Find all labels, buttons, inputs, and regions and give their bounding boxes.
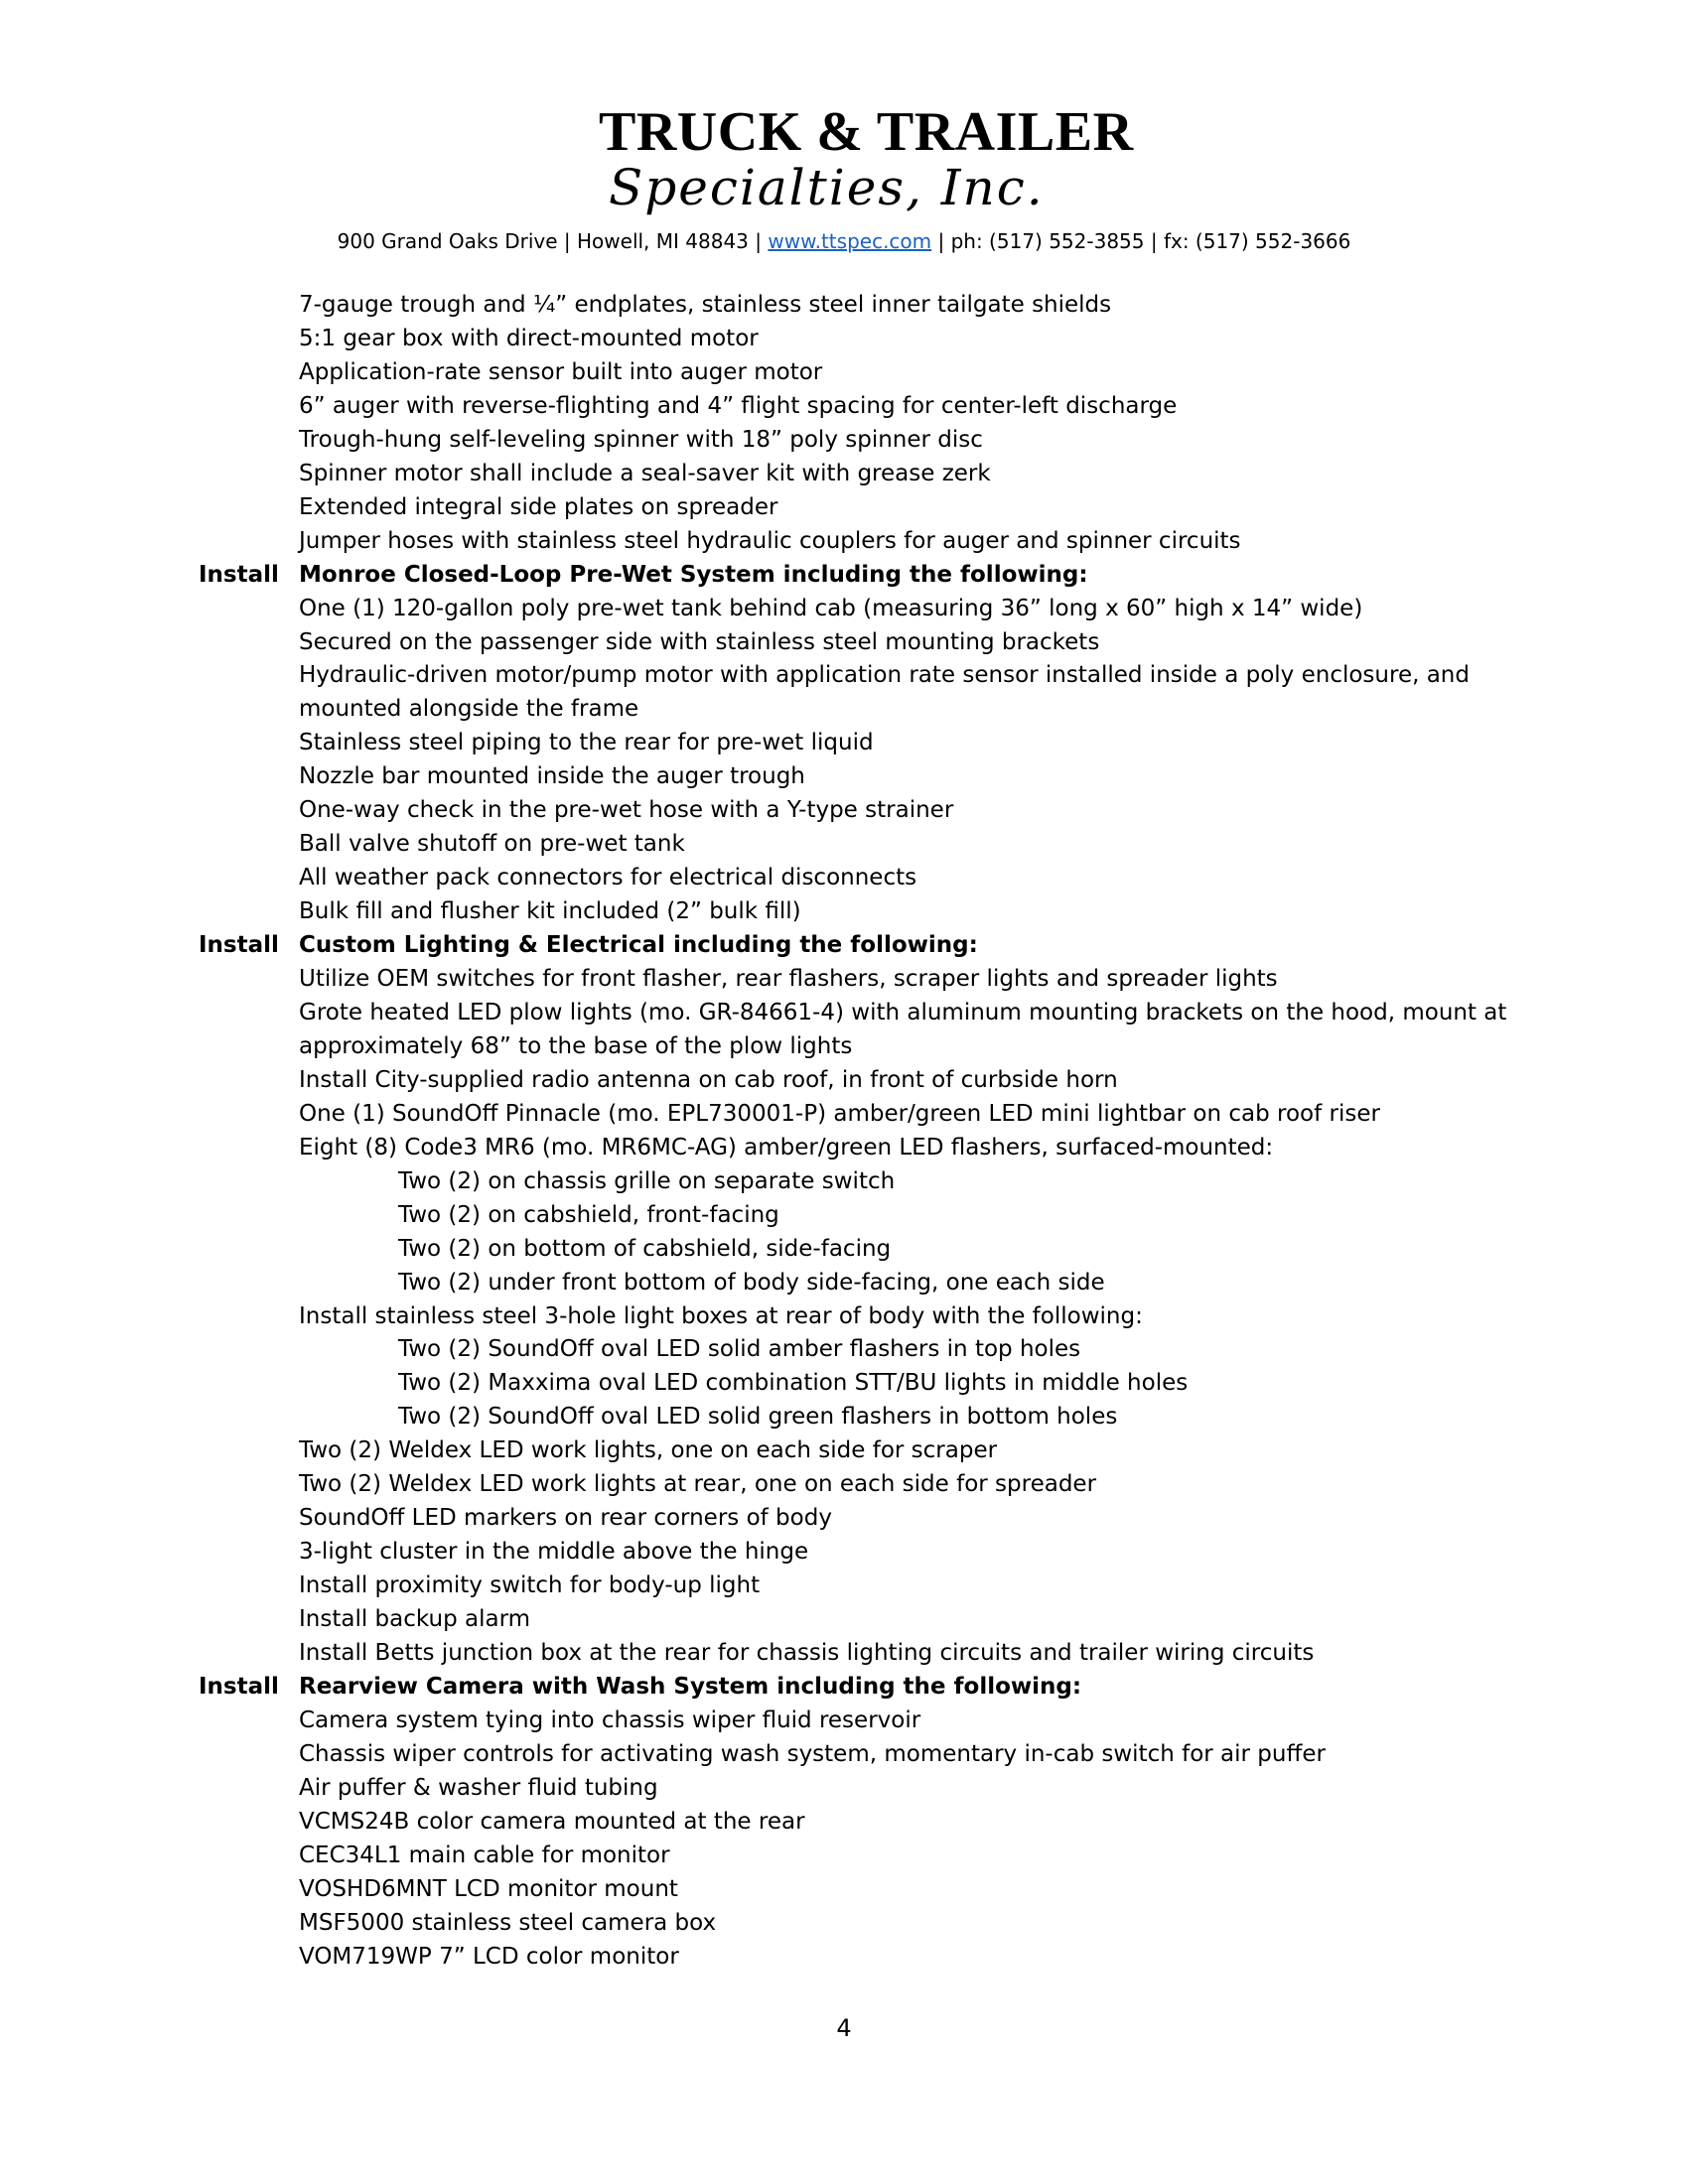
spec-text: Jumper hoses with stainless steel hydraulic couplers for auger and spinner circuits	[299, 527, 1241, 554]
install-label: Install	[199, 932, 279, 959]
section-heading: Monroe Closed-Loop Pre-Wet System including the following:	[299, 561, 1088, 588]
address-prefix: 900 Grand Oaks Drive | Howell, MI 48843 |	[337, 229, 769, 253]
spec-text: Hydraulic-driven motor/pump motor with application rate sensor installed inside a poly enclosure, and	[299, 662, 1470, 689]
spec-line	[0, 524, 1688, 558]
spec-text: Camera system tying into chassis wiper fluid reservoir	[299, 1706, 921, 1733]
spec-line	[0, 490, 1688, 524]
spec-text: Two (2) on chassis grille on separate switch	[398, 1167, 896, 1194]
spec-text: Bulk fill and flusher kit included (2” bulk fill)	[299, 898, 801, 925]
company-logo	[591, 77, 1134, 216]
spec-text: Air puffer & washer fluid tubing	[299, 1774, 658, 1801]
spec-text: Two (2) Weldex LED work lights at rear, one on each side for spreader	[299, 1471, 1097, 1498]
spec-text: Two (2) Weldex LED work lights, one on each side for scraper	[299, 1437, 998, 1464]
spec-text: 3-light cluster in the middle above the hinge	[299, 1539, 809, 1566]
spec-line	[0, 962, 1688, 996]
spec-text: Install Betts junction box at the rear for chassis lighting circuits and trailer wiring circuits	[299, 1640, 1315, 1666]
spec-line	[0, 793, 1688, 827]
install-label: Install	[199, 561, 279, 588]
spec-text: Install backup alarm	[299, 1606, 531, 1633]
spec-line	[0, 1063, 1688, 1097]
spec-text: Two (2) SoundOff oval LED solid green flashers in bottom holes	[398, 1404, 1118, 1431]
spec-line	[0, 1602, 1688, 1636]
spec-text: mounted alongside the frame	[299, 696, 639, 723]
spec-line	[0, 759, 1688, 793]
spec-text: One (1) 120-gallon poly pre-wet tank behind cab (measuring 36” long x 60” high x 14” wide)	[299, 595, 1363, 621]
address-suffix: | ph: (517) 552-3855 | fx: (517) 552-3666	[931, 229, 1351, 253]
company-address	[0, 224, 1688, 258]
spec-text: Stainless steel piping to the rear for pre-wet liquid	[299, 730, 874, 756]
spec-text: Two (2) SoundOff oval LED solid amber flashers in top holes	[398, 1336, 1081, 1363]
page-number: 4	[836, 2014, 852, 2042]
spec-line	[0, 1872, 1688, 1906]
spec-line	[0, 1332, 1688, 1366]
spec-line	[0, 692, 1688, 726]
spec-text: Install stainless steel 3-hole light boxes at rear of body with the following:	[299, 1302, 1143, 1329]
spec-line	[0, 1029, 1688, 1063]
spec-text: VCMS24B color camera mounted at the rear	[299, 1808, 805, 1835]
spec-line	[0, 1366, 1688, 1400]
website-link[interactable]: www.ttspec.com	[768, 229, 932, 253]
spec-text: Eight (8) Code3 MR6 (mo. MR6MC-AG) amber/green LED flashers, surfaced-mounted:	[299, 1134, 1274, 1160]
spec-line	[0, 592, 1688, 625]
spec-text: Secured on the passenger side with stainless steel mounting brackets	[299, 628, 1100, 655]
spec-line	[0, 1097, 1688, 1131]
logo-line-2: Specialties, Inc.	[609, 159, 1045, 216]
spec-text: Extended integral side plates on spreader	[299, 493, 778, 520]
spec-text: CEC34L1 main cable for monitor	[299, 1842, 670, 1868]
spec-line	[0, 625, 1688, 659]
spec-line	[0, 322, 1688, 355]
spec-line	[0, 1569, 1688, 1602]
spec-line	[0, 423, 1688, 457]
spec-text: Ball valve shutoff on pre-wet tank	[299, 831, 685, 858]
spec-line	[0, 996, 1688, 1029]
spec-text: Two (2) on cabshield, front-facing	[398, 1201, 779, 1228]
spec-line	[0, 1940, 1688, 1974]
spec-text: VOSHD6MNT LCD monitor mount	[299, 1875, 678, 1902]
spec-text: Application-rate sensor built into auger motor	[299, 358, 823, 385]
spec-line	[0, 1164, 1688, 1198]
spec-line	[0, 1805, 1688, 1839]
spec-text: Two (2) Maxxima oval LED combination STT/BU lights in middle holes	[398, 1370, 1189, 1397]
spec-line	[0, 827, 1688, 861]
spec-text: All weather pack connectors for electrical disconnects	[299, 865, 917, 891]
spec-text: Spinner motor shall include a seal-saver kit with grease zerk	[299, 460, 991, 486]
spec-text: Nozzle bar mounted inside the auger trough	[299, 763, 805, 790]
spec-line	[0, 389, 1688, 423]
spec-line	[0, 1704, 1688, 1737]
spec-text: Chassis wiper controls for activating wash system, momentary in-cab switch for air puffer	[299, 1740, 1326, 1767]
spec-text: Utilize OEM switches for front flasher, rear flashers, scraper lights and spreader lights	[299, 966, 1278, 992]
spec-text: Grote heated LED plow lights (mo. GR-84661-4) with aluminum mounting brackets on the hood, mount at	[299, 999, 1507, 1025]
spec-line	[0, 1198, 1688, 1232]
spec-line	[0, 726, 1688, 759]
spec-text: SoundOff LED markers on rear corners of body	[299, 1505, 832, 1532]
spec-line	[0, 1535, 1688, 1569]
spec-line	[0, 1737, 1688, 1771]
spec-text: Two (2) under front bottom of body side-facing, one each side	[398, 1269, 1105, 1296]
spec-line	[0, 1501, 1688, 1535]
spec-line	[0, 1636, 1688, 1670]
logo-line-1: TRUCK & TRAILER	[599, 101, 1134, 163]
install-label: Install	[199, 1673, 279, 1700]
spec-text: Install proximity switch for body-up light	[299, 1572, 761, 1599]
spec-text: 5:1 gear box with direct-mounted motor	[299, 325, 759, 351]
spec-line	[0, 457, 1688, 490]
spec-text: 7-gauge trough and ¼” endplates, stainless steel inner tailgate shields	[299, 292, 1112, 318]
spec-line	[0, 1467, 1688, 1501]
spec-line	[0, 1771, 1688, 1805]
spec-line	[0, 1906, 1688, 1940]
spec-line	[0, 288, 1688, 322]
spec-line	[0, 355, 1688, 389]
section-heading-row	[0, 558, 1688, 592]
spec-line	[0, 1433, 1688, 1467]
spec-line	[0, 1131, 1688, 1164]
spec-text: VOM719WP 7” LCD color monitor	[299, 1943, 679, 1970]
spec-text: approximately 68” to the base of the plow lights	[299, 1032, 853, 1059]
spec-text: Install City-supplied radio antenna on cab roof, in front of curbside horn	[299, 1066, 1118, 1093]
spec-line	[0, 1232, 1688, 1266]
spec-line	[0, 1400, 1688, 1433]
section-heading-row	[0, 1670, 1688, 1704]
section-heading: Custom Lighting & Electrical including the following:	[299, 932, 978, 959]
spec-line	[0, 1839, 1688, 1872]
section-heading-row	[0, 928, 1688, 962]
spec-line	[0, 1299, 1688, 1333]
spec-line	[0, 861, 1688, 894]
section-heading: Rearview Camera with Wash System including the following:	[299, 1673, 1082, 1700]
spec-line	[0, 894, 1688, 928]
spec-text: MSF5000 stainless steel camera box	[299, 1909, 717, 1936]
spec-text: One (1) SoundOff Pinnacle (mo. EPL730001-P) amber/green LED mini lightbar on cab roof riser	[299, 1100, 1380, 1127]
spec-text: Two (2) on bottom of cabshield, side-facing	[398, 1235, 892, 1262]
spec-line	[0, 658, 1688, 692]
spec-text: 6” auger with reverse-flighting and 4” flight spacing for center-left discharge	[299, 392, 1178, 419]
spec-line	[0, 1266, 1688, 1299]
spec-text: One-way check in the pre-wet hose with a Y-type strainer	[299, 797, 954, 824]
spec-text: Trough-hung self-leveling spinner with 18” poly spinner disc	[299, 426, 983, 453]
